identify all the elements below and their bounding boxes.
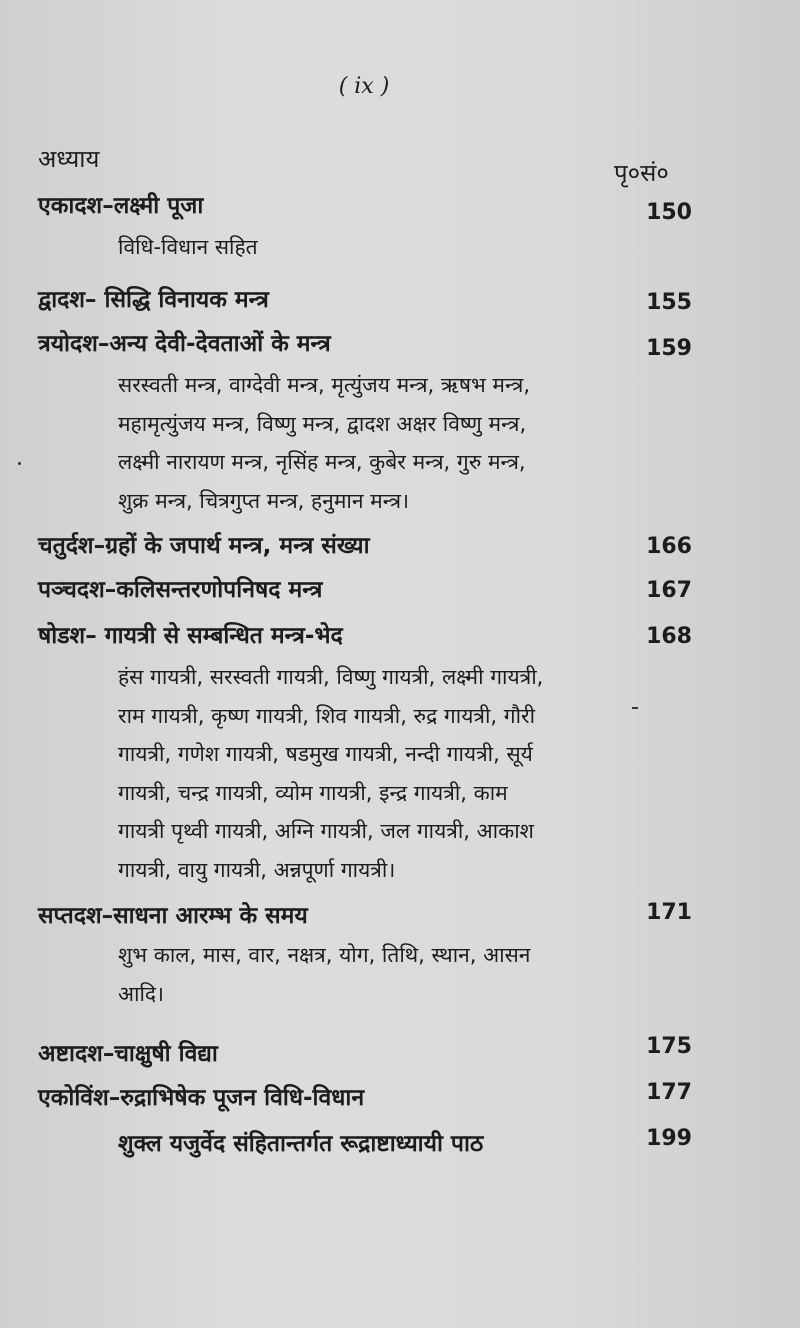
chapter-title: एकादश–लक्ष्मी पूजा (38, 193, 204, 219)
chapter-description (118, 366, 648, 520)
description-line: शुभ काल, मास, वार, नक्षत्र, योग, तिथि, स्थान, आसन (118, 943, 531, 967)
chapter-page-number: 166 (646, 534, 692, 559)
page-number-label: ( ix ) (338, 74, 390, 99)
description-line: विधि-विधान सहित (118, 235, 258, 259)
chapter-title: द्वादश– सिद्धि विनायक मन्त्र (38, 287, 269, 313)
chapter-page-number: 175 (646, 1034, 692, 1059)
chapter-title: षोडश– गायत्री से सम्बन्धित मन्त्र-भेद (38, 623, 343, 649)
description-line: सरस्वती मन्त्र, वाग्देवी मन्त्र, मृत्युंजय मन्त्र, ऋषभ मन्त्र, (118, 373, 531, 397)
chapter-title: अष्टादश–चाक्षुषी विद्या (38, 1041, 218, 1067)
chapter-description (118, 228, 648, 267)
description-line: शुक्र मन्त्र, चित्रगुप्त मन्त्र, हनुमान मन्त्र। (118, 488, 410, 513)
chapter-page-number: 155 (646, 290, 692, 315)
description-line: लक्ष्मी नारायण मन्त्र, नृसिंह मन्त्र, कुबेर मन्त्र, गुरु मन्त्र, (118, 450, 526, 474)
chapter-description (118, 936, 648, 1013)
description-line: राम गायत्री, कृष्ण गायत्री, शिव गायत्री, रुद्र गायत्री, गौरी (118, 703, 536, 728)
description-line: गायत्री, गणेश गायत्री, षडमुख गायत्री, नन्दी गायत्री, सूर्य (118, 742, 533, 766)
chapter-page-number: 167 (646, 578, 692, 603)
chapter-title: पञ्चदश–कलिसन्तरणोपनिषद मन्त्र (38, 577, 323, 603)
chapter-column-header: अध्याय (38, 145, 100, 173)
description-line: गायत्री, चन्द्र गायत्री, व्योम गायत्री, इन्द्र गायत्री, काम (118, 780, 508, 805)
description-line: महामृत्युंजय मन्त्र, विष्णु मन्त्र, द्वादश अक्षर विष्णु मन्त्र, (118, 411, 527, 436)
chapter-page-number: 177 (646, 1080, 692, 1105)
chapter-page-number: 199 (646, 1126, 692, 1151)
chapter-description (118, 658, 648, 889)
paper-speck (632, 707, 638, 709)
description-line: आदि। (118, 981, 165, 1006)
chapter-page-number: 168 (646, 624, 692, 649)
chapter-title: चतुर्दश–ग्रहों के जपार्थ मन्त्र, मन्त्र संख्या (38, 533, 370, 559)
description-line: गायत्री पृथ्वी गायत्री, अग्नि गायत्री, जल गायत्री, आकाश (118, 819, 534, 843)
chapter-page-number: 150 (646, 200, 692, 225)
chapter-page-number: 171 (646, 900, 692, 925)
page-column-header: पृ०सं० (614, 159, 669, 187)
paper-speck (18, 462, 21, 465)
chapter-title: शुक्ल यजुर्वेद संहितान्तर्गत रूद्राष्टाध्यायी पाठ (118, 1131, 484, 1157)
chapter-title: एकोविंश–रुद्राभिषेक पूजन विधि-विधान (38, 1085, 365, 1111)
description-line: गायत्री, वायु गायत्री, अन्नपूर्णा गायत्री। (118, 857, 396, 882)
description-line: हंस गायत्री, सरस्वती गायत्री, विष्णु गायत्री, लक्ष्मी गायत्री, (118, 665, 544, 689)
chapter-title: त्रयोदश–अन्य देवी-देवताओं के मन्त्र (38, 331, 331, 357)
chapter-page-number: 159 (646, 336, 692, 361)
chapter-title: सप्तदश–साधना आरम्भ के समय (38, 903, 308, 929)
